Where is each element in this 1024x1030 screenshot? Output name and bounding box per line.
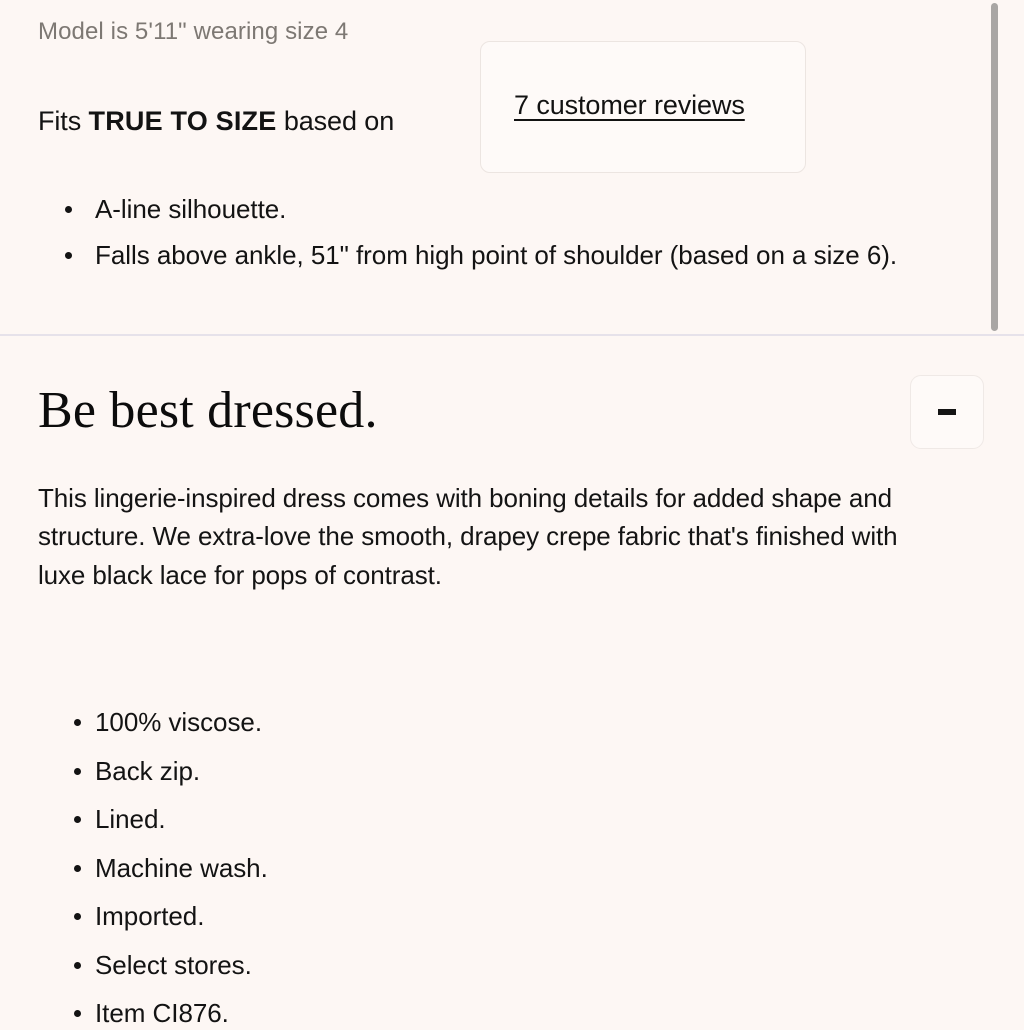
- description-header-row: [38, 335, 986, 445]
- collapse-section-button[interactable]: [910, 375, 984, 449]
- list-item: A-line silhouette.: [38, 193, 986, 225]
- fit-statement-prefix: Fits: [38, 106, 89, 136]
- fit-and-sizing-section: [0, 0, 1024, 335]
- fit-statement-suffix: based on: [276, 106, 395, 136]
- fit-details-list: [38, 193, 986, 271]
- page-scrollbar-track[interactable]: [1006, 0, 1014, 1024]
- list-item: Imported.: [38, 900, 986, 933]
- customer-reviews-focus-box[interactable]: [480, 41, 806, 173]
- page-scrollbar-thumb[interactable]: [991, 3, 998, 331]
- customer-reviews-link[interactable]: 7 customer reviews: [514, 90, 745, 120]
- fit-statement-emphasis: TRUE TO SIZE: [88, 106, 277, 136]
- model-measurement-note: Model is 5'11" wearing size 4: [38, 18, 349, 45]
- list-item: Back zip.: [38, 755, 986, 788]
- page-title: Be best dressed.: [38, 382, 378, 439]
- list-item: Machine wash.: [38, 852, 986, 885]
- list-item: Item CI876.: [38, 997, 986, 1030]
- description-section: [0, 335, 1024, 1030]
- list-item: Lined.: [38, 803, 986, 836]
- fit-statement: [38, 106, 394, 136]
- fit-statement-row: [38, 90, 986, 151]
- description-paragraph: This lingerie-inspired dress comes with boning details for added shape and structure. We extra-love the smooth, drapey crepe fabric that's finished with luxe black lace for pops of contrast.: [38, 483, 898, 590]
- list-item: 100% viscose.: [38, 706, 986, 739]
- product-spec-list: [38, 706, 986, 1030]
- list-item: Falls above ankle, 51" from high point of shoulder (based on a size 6).: [38, 239, 986, 271]
- minus-icon: [938, 409, 956, 415]
- list-item: Select stores.: [38, 949, 986, 982]
